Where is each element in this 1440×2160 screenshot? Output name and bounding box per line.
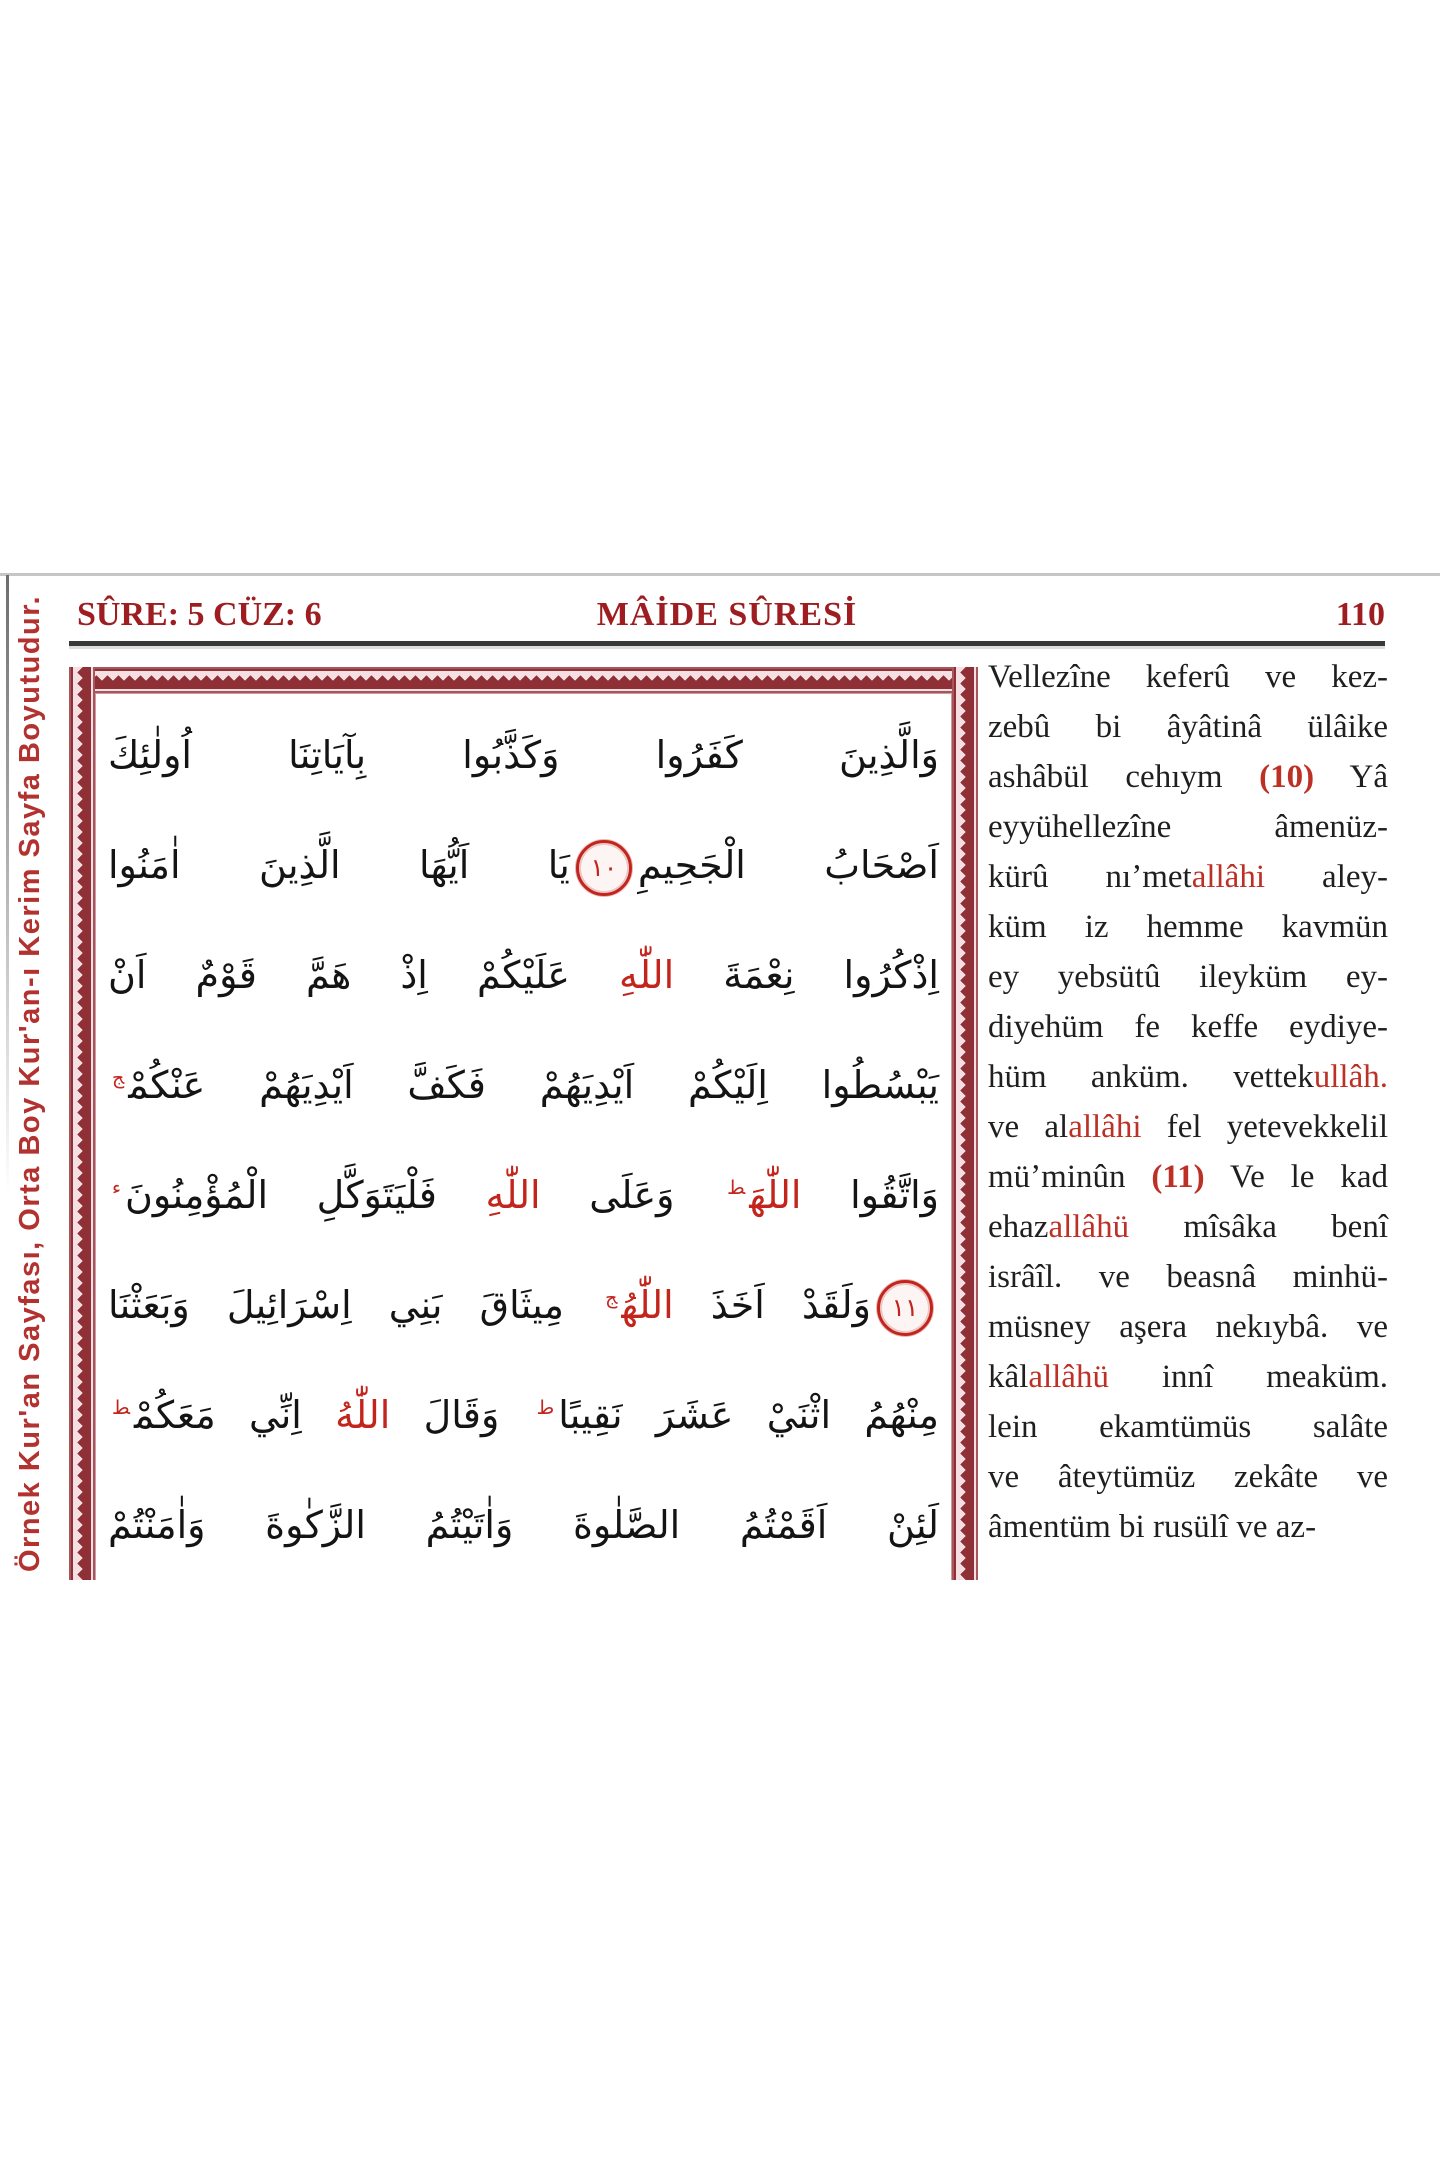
arabic-text-segment: اِنِّي مَعَكُمْ <box>134 1393 336 1437</box>
transliteration-line <box>988 952 1388 1002</box>
surah-title: MÂİDE SÛRESİ <box>596 596 858 633</box>
transliteration-line <box>988 1502 1388 1552</box>
transliteration-line <box>988 1202 1388 1252</box>
transliteration-line <box>988 1102 1388 1152</box>
stop-mark: ط <box>112 1397 131 1420</box>
transliteration-segment: ehaz <box>988 1209 1049 1245</box>
arabic-text-segment: فَلْيَتَوَكَّلِ الْمُؤْمِنُونَ <box>124 1173 486 1217</box>
transliteration-segment: mîsâka benî <box>1129 1209 1388 1245</box>
arabic-text-segment: اِذْكُرُوا نِعْمَةَ <box>674 953 939 997</box>
highlighted-word: allâhü <box>1048 1209 1130 1245</box>
verse-number-circle <box>877 1280 933 1336</box>
verse-number-circle <box>576 840 632 896</box>
transliteration-segment: lein ekamtümüs salâte <box>988 1409 1388 1445</box>
verse-number: ١٠ <box>590 853 618 882</box>
transliteration-segment: eyyühellezîne âmenüz- <box>988 809 1388 845</box>
frame-border-right <box>952 667 978 1580</box>
arabic-text-segment: يَبْسُطُوا اِلَيْكُمْ اَيْدِيَهُمْ فَكَفَّ اَيْدِيَهُمْ عَنْكُمْ <box>128 1063 939 1107</box>
transliteration-segment: zebû bi âyâtinâ ülâike <box>988 709 1388 745</box>
verse-number: ١١ <box>891 1293 919 1322</box>
transliteration-segment: aley- <box>1265 859 1388 895</box>
highlighted-word: allâhü <box>1028 1359 1109 1395</box>
highlighted-word: allâhi <box>1191 859 1265 895</box>
stop-mark: ج <box>112 1067 125 1090</box>
stop-mark: ج <box>605 1287 618 1310</box>
transliteration-segment: küm iz hemme kavmün <box>988 909 1388 945</box>
allah-word-red: اللّٰهُ <box>335 1393 391 1437</box>
transliteration-segment: ve âteytümüz zekâte ve <box>988 1459 1388 1495</box>
header-rule <box>69 641 1385 646</box>
arabic-text-segment: وَالَّذِينَ كَفَرُوا وَكَذَّبُوا بِآيَاتِنَا اُولٰئِكَ <box>108 733 939 777</box>
transliteration-line <box>988 1152 1388 1202</box>
arabic-text-segment: لَئِنْ اَقَمْتُمُ الصَّلٰوةَ وَاٰتَيْتُمُ الزَّكٰوةَ وَاٰمَنْتُمْ <box>108 1503 939 1547</box>
transliteration-segment: Yâ <box>1314 759 1388 795</box>
scan-edge-line-top <box>0 573 1440 576</box>
transliteration-segment: isrâîl. ve beasnâ minhü- <box>988 1259 1388 1295</box>
transliteration-line <box>988 652 1388 702</box>
transliteration-segment: müsney aşera nekıybâ. ve <box>988 1309 1388 1345</box>
arabic-text-segment: وَاتَّقُوا <box>801 1173 939 1217</box>
transliteration-line <box>988 1252 1388 1302</box>
transliteration-segment: innî meaküm. <box>1108 1359 1388 1395</box>
arabic-line <box>108 700 939 810</box>
highlighted-word: (10) <box>1259 759 1315 795</box>
arabic-line <box>108 920 939 1030</box>
arabic-text-segment: مِنْهُمُ اثْنَيْ عَشَرَ نَقِيبًا <box>558 1393 939 1437</box>
transliteration-segment: ve al <box>988 1109 1069 1145</box>
stop-mark: ط <box>536 1397 555 1420</box>
transliteration-segment: ashâbül cehıym <box>988 759 1260 795</box>
stop-mark: ط <box>727 1177 746 1200</box>
allah-word-red: اللّٰهَ <box>749 1173 802 1217</box>
arabic-frame <box>69 667 978 1580</box>
transliteration-segment: kâl <box>988 1359 1029 1395</box>
transliteration-line <box>988 1402 1388 1452</box>
transliteration-segment: kürû nıʼmet <box>988 859 1192 895</box>
sidebar-note: Örnek Kur'an Sayfası, Orta Boy Kur'an-ı Kerim Sayfa Boyutudur. <box>14 594 46 1572</box>
transliteration-segment: fel yetevekkelil <box>1141 1109 1388 1145</box>
transliteration-column <box>988 652 1388 1552</box>
highlighted-word: ullâh. <box>1313 1059 1388 1095</box>
arabic-text-segment: وَقَالَ <box>390 1393 533 1437</box>
allah-word-red: اللّٰهِ <box>485 1173 541 1217</box>
transliteration-line <box>988 1002 1388 1052</box>
arabic-text-segment: وَعَلَى <box>540 1173 724 1217</box>
page-number: 110 <box>1335 596 1385 633</box>
scan-edge-line-left <box>6 575 9 1195</box>
transliteration-line <box>988 702 1388 752</box>
highlighted-word: (11) <box>1151 1159 1205 1195</box>
arabic-text-segment: وَلَقَدْ اَخَذَ <box>673 1283 871 1327</box>
arabic-line <box>108 1360 939 1470</box>
arabic-text-segment: مِيثَاقَ بَنِي اِسْرَائِيلَ وَبَعَثْنَا <box>108 1283 602 1327</box>
arabic-line <box>108 1470 939 1580</box>
arabic-line <box>108 1250 939 1360</box>
allah-word-red: اللّٰهُ <box>621 1283 674 1327</box>
arabic-text-segment: اَصْحَابُ الْجَحِيمِ <box>637 843 939 887</box>
transliteration-line <box>988 1302 1388 1352</box>
transliteration-line <box>988 852 1388 902</box>
page-header <box>69 596 1385 642</box>
transliteration-line <box>988 1452 1388 1502</box>
arabic-text-block <box>108 700 939 1580</box>
transliteration-segment: Ve le kad <box>1204 1159 1388 1195</box>
arabic-text-area <box>95 693 952 1580</box>
transliteration-segment: müʼminûn <box>988 1159 1152 1195</box>
arabic-text-segment: عَلَيْكُمْ اِذْ هَمَّ قَوْمٌ اَنْ <box>108 953 620 997</box>
frame-border-top <box>69 667 978 693</box>
arabic-line <box>108 810 939 920</box>
transliteration-segment: hüm anküm. vettek <box>988 1059 1314 1095</box>
transliteration-line <box>988 902 1388 952</box>
transliteration-line <box>988 1352 1388 1402</box>
transliteration-segment: Vellezîne keferû ve kez- <box>988 659 1388 695</box>
stop-mark: ء <box>112 1177 121 1200</box>
transliteration-line <box>988 1052 1388 1102</box>
arabic-line <box>108 1140 939 1250</box>
sure-cuz-label: SÛRE: 5 CÜZ: 6 <box>77 596 322 633</box>
arabic-line <box>108 1030 939 1140</box>
allah-word-red: اللّٰهِ <box>619 953 675 997</box>
frame-border-left <box>69 667 95 1580</box>
transliteration-segment: âmentüm bi rusülî ve az- <box>988 1509 1317 1545</box>
transliteration-line <box>988 802 1388 852</box>
highlighted-word: allâhi <box>1068 1109 1142 1145</box>
transliteration-segment: diyehüm fe keffe eydiye- <box>988 1009 1388 1045</box>
transliteration-segment: ey yebsütû ileyküm ey- <box>988 959 1388 995</box>
arabic-text-segment: يَا اَيُّهَا الَّذِينَ اٰمَنُوا <box>108 843 570 887</box>
transliteration-line <box>988 752 1388 802</box>
